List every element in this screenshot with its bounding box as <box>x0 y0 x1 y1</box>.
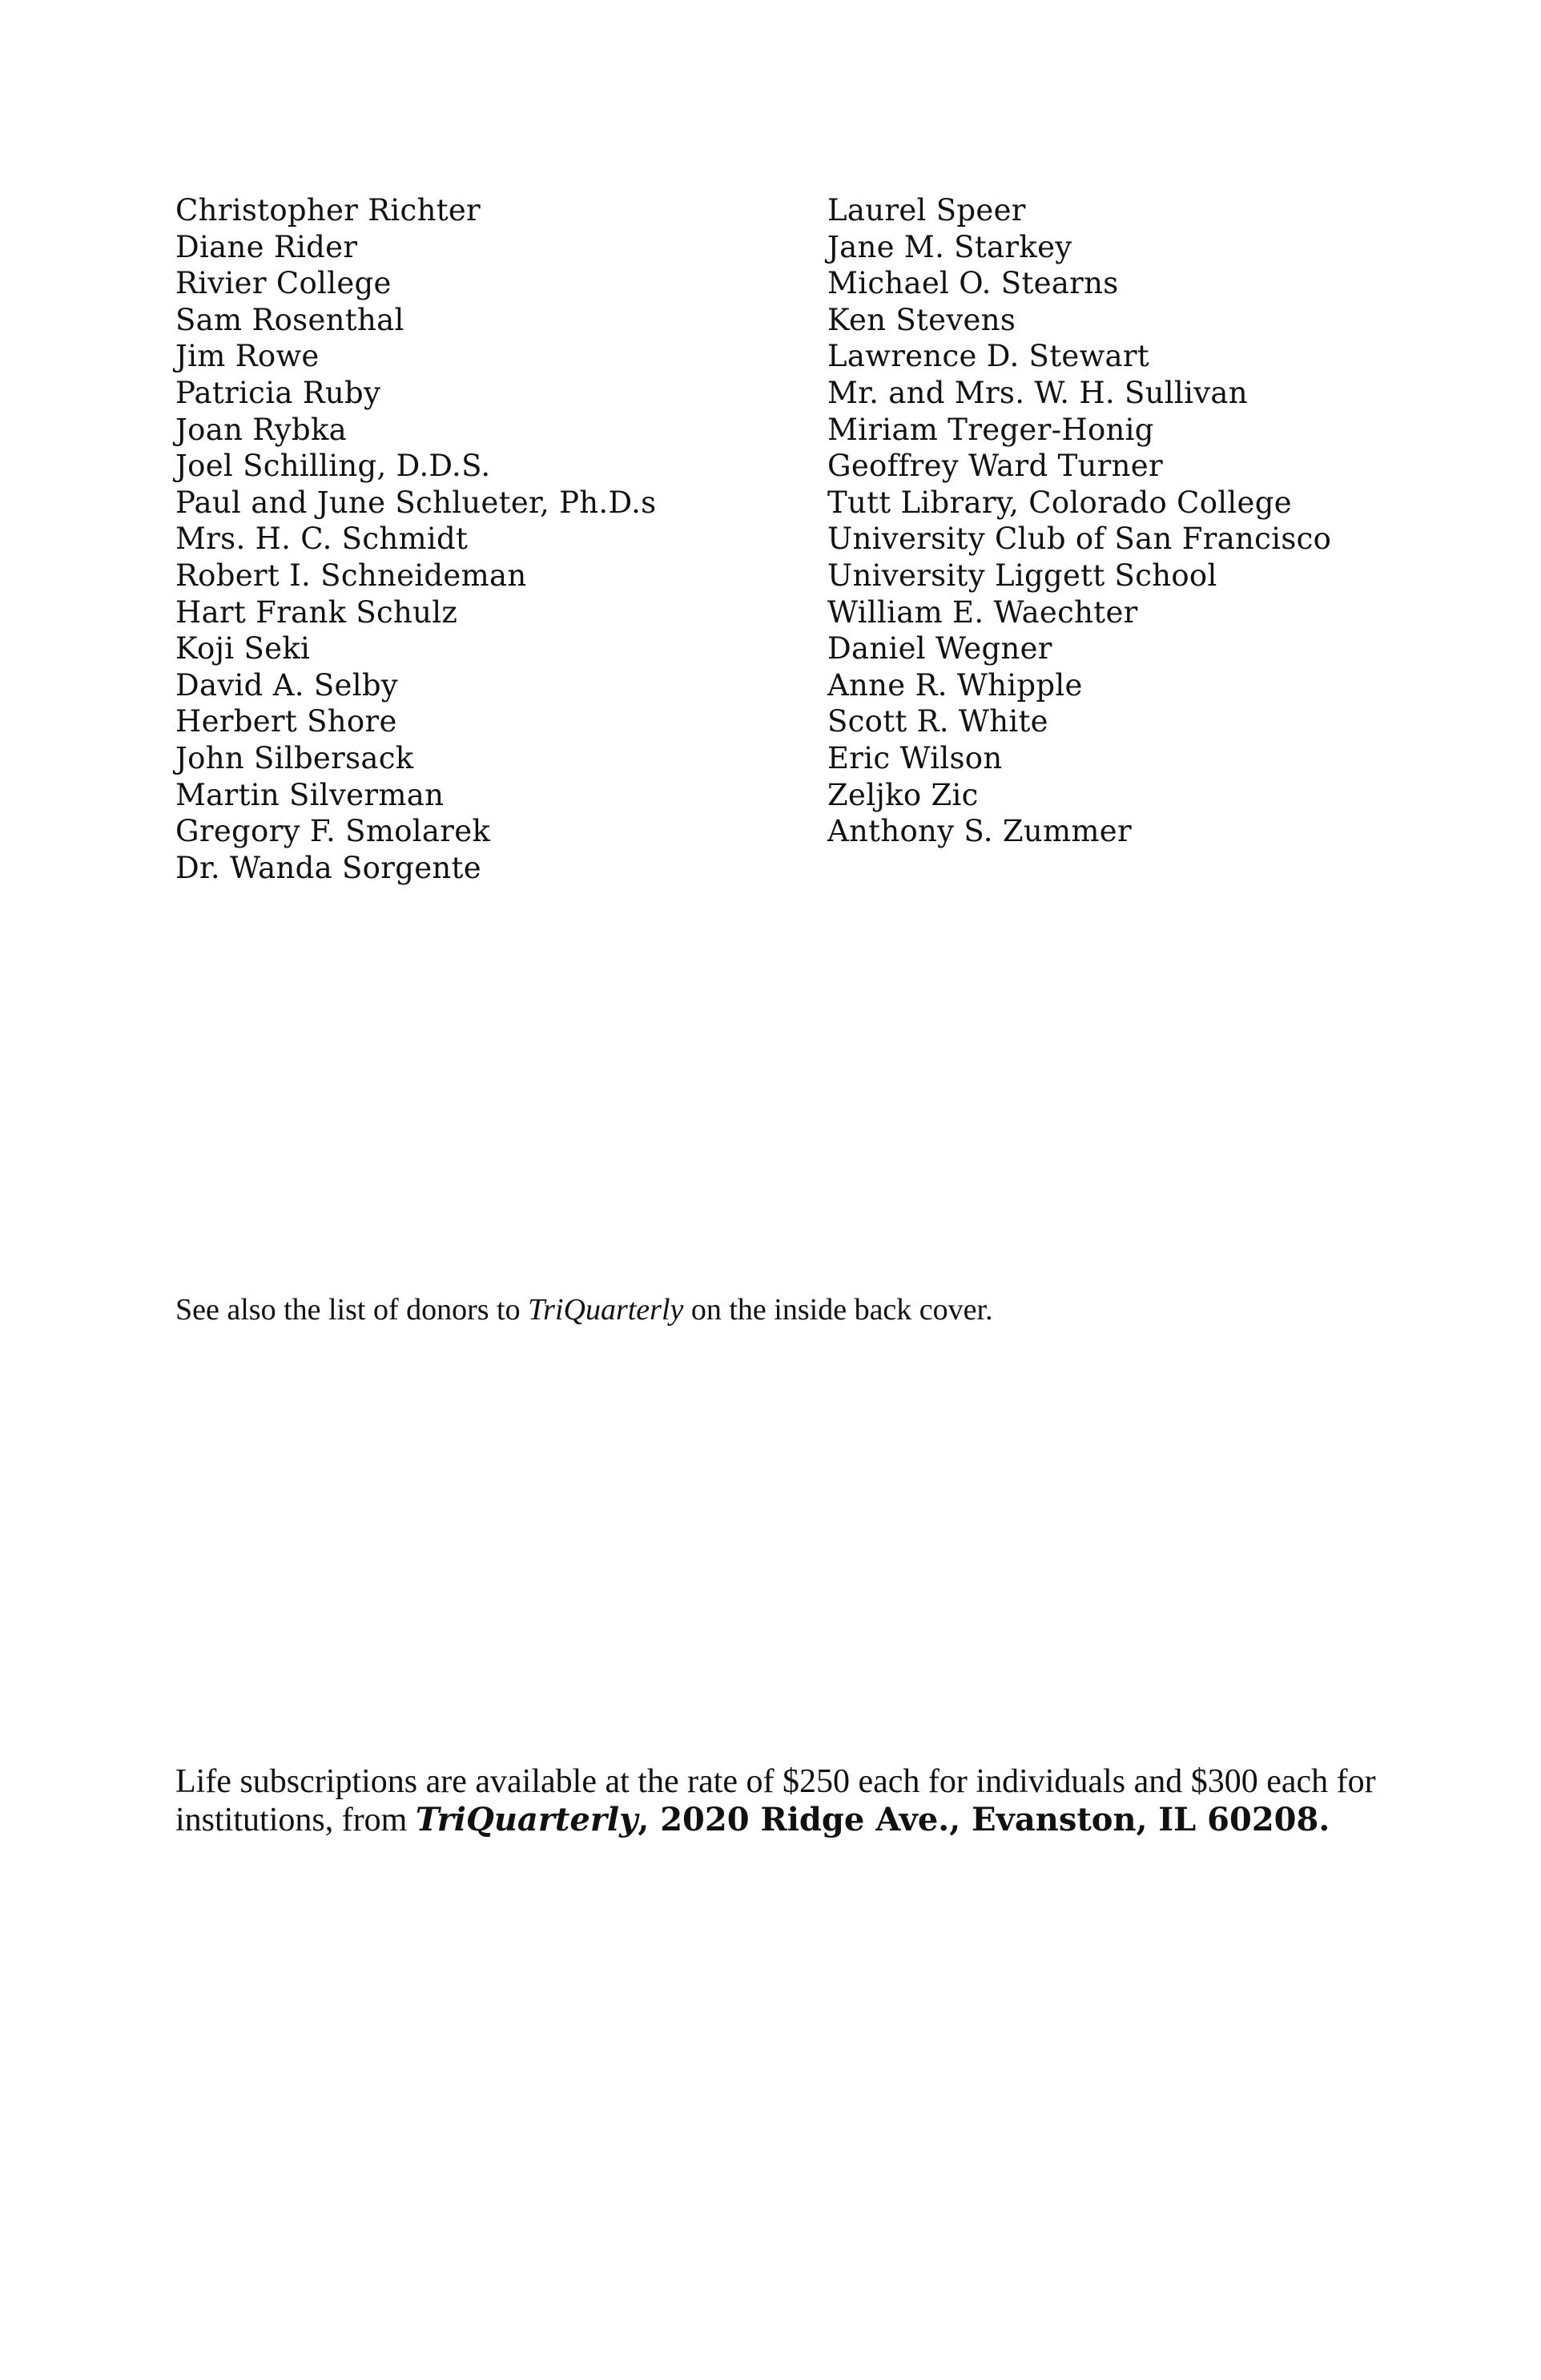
donor-name: Herbert Shore <box>175 704 397 739</box>
donor-name: University Liggett School <box>827 558 1217 593</box>
see-also-text: See also the list of donors to <box>175 1293 529 1327</box>
donor-name: Joel Schilling, D.D.S. <box>175 449 491 484</box>
donor-list-left <box>175 192 656 886</box>
donor-name: Rivier College <box>175 266 392 301</box>
life-subscriptions-note <box>175 1762 1393 1839</box>
donor-name: Diane Rider <box>175 229 358 264</box>
donor-name: John Silbersack <box>175 740 414 775</box>
donor-name: Geoffrey Ward Turner <box>827 449 1163 484</box>
donor-name: Tutt Library, Colorado College <box>827 485 1292 520</box>
donor-name: Lawrence D. Stewart <box>827 339 1150 374</box>
donor-name: Mrs. H. C. Schmidt <box>175 522 469 557</box>
donor-name: Hart Frank Schulz <box>175 594 458 630</box>
donor-name: Martin Silverman <box>175 777 445 812</box>
life-subscriptions-text: Life subscriptions are available at the rate of $250 each for individuals and $300 each for institutions, from <box>175 1763 1376 1838</box>
donor-name: Mr. and Mrs. W. H. Sullivan <box>827 375 1248 410</box>
mailing-address: , 2020 Ridge Ave., Evanston, IL 60208. <box>638 1801 1330 1838</box>
donor-name: Jim Rowe <box>175 339 320 374</box>
donor-name: Patricia Ruby <box>175 375 381 410</box>
donor-name: Laurel Speer <box>827 193 1026 228</box>
donor-name: Gregory F. Smolarek <box>175 814 491 849</box>
donor-name: Scott R. White <box>827 704 1048 739</box>
see-also-text-end: on the inside back cover. <box>683 1293 993 1327</box>
donor-name: Daniel Wegner <box>827 631 1052 666</box>
donor-list-right <box>827 192 1331 850</box>
donor-name: Anthony S. Zummer <box>827 814 1132 849</box>
address-journal-title: TriQuarterly <box>415 1801 638 1838</box>
see-also-note <box>175 1291 993 1328</box>
donor-name: Paul and June Schlueter, Ph.D.s <box>175 485 657 520</box>
donor-name: Anne R. Whipple <box>827 667 1083 703</box>
donor-name: David A. Selby <box>175 667 399 703</box>
donor-name: Miriam Treger-Honig <box>827 412 1154 447</box>
donor-name: Robert I. Schneideman <box>175 558 527 593</box>
donor-name: Zeljko Zic <box>827 777 979 812</box>
donor-name: Michael O. Stearns <box>827 266 1119 301</box>
donor-name: Joan Rybka <box>175 412 348 447</box>
donor-name: Eric Wilson <box>827 740 1003 775</box>
donor-name: University Club of San Francisco <box>827 522 1332 557</box>
donor-name: William E. Waechter <box>827 594 1138 630</box>
donor-name: Christopher Richter <box>175 193 481 228</box>
donor-name: Sam Rosenthal <box>175 302 404 337</box>
donor-name: Koji Seki <box>175 631 311 666</box>
donor-name: Dr. Wanda Sorgente <box>175 850 481 885</box>
journal-title: TriQuarterly <box>528 1293 684 1327</box>
donor-name: Ken Stevens <box>827 302 1016 337</box>
donor-name: Jane M. Starkey <box>827 229 1072 264</box>
